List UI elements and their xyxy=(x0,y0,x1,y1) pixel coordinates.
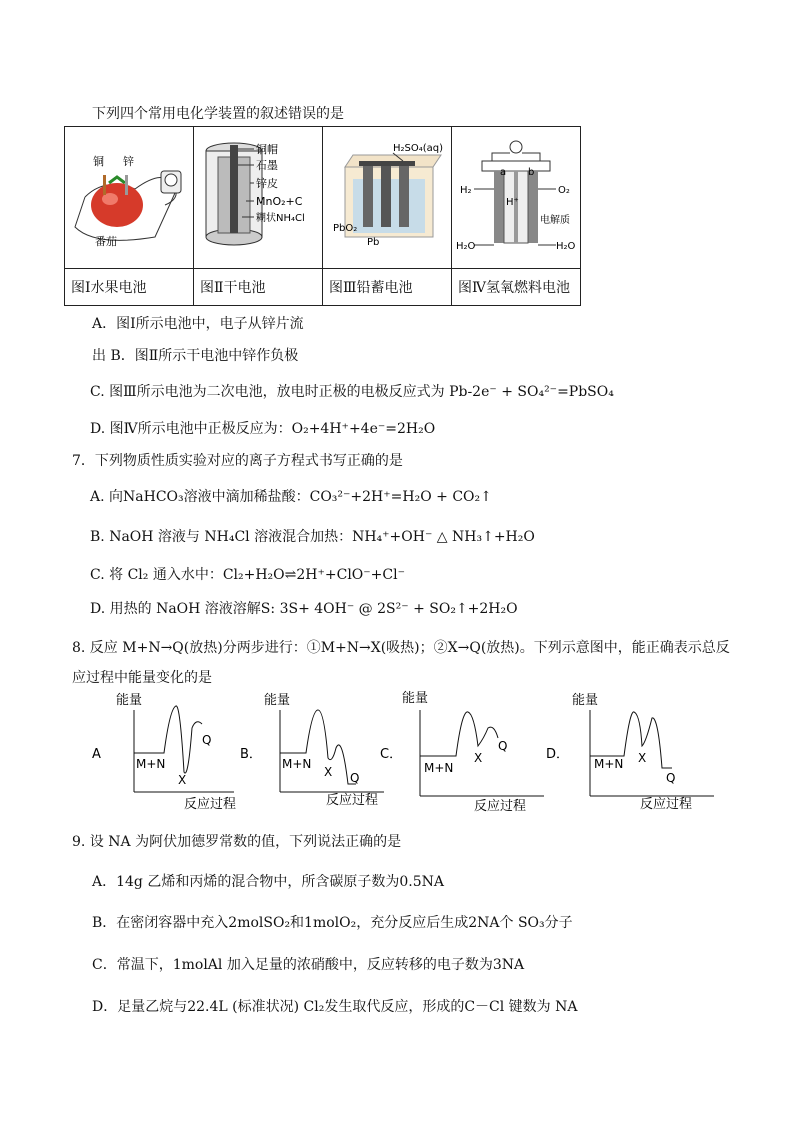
q9-option-b: B．在密闭容器中充入2molSO₂和1molO₂，充分反应后生成2NA个 SO₃分子 xyxy=(92,915,573,931)
fig4-electrolyte: 电解质 xyxy=(540,215,570,226)
q7-option-d: D. 用热的 NaOH 溶液溶解S: 3S+ 4OH⁻ @ 2S²⁻ + SO₂↑+2H₂O xyxy=(90,601,518,617)
choice-c-label: C． xyxy=(380,747,403,762)
graph-c-mn: M+N xyxy=(424,761,454,775)
graph-c-x: X xyxy=(474,751,483,765)
graph-a-ylabel: 能量 xyxy=(116,693,143,708)
fig2-zinc-shell: 锌皮 xyxy=(256,177,278,190)
fig1-cell xyxy=(65,127,194,269)
graph-a-q: Q xyxy=(202,733,212,747)
q9-option-c: C．常温下，1molAl 加入足量的浓硝酸中，反应转移的电子数为3NA xyxy=(92,957,525,973)
fig4-caption: 图Ⅳ氢氧燃料电池 xyxy=(452,269,581,306)
fig2-copper-cap: 铜帽 xyxy=(256,143,278,156)
fig4-o2: O₂ xyxy=(558,185,570,196)
choice-a-label: A xyxy=(92,747,101,762)
fig4-cell xyxy=(452,127,581,269)
fig2-cell xyxy=(194,127,323,269)
fig4-h2o-left: H₂O xyxy=(456,241,476,252)
fig4-a: a xyxy=(500,167,507,178)
fig4-hplus: H⁺ xyxy=(506,197,519,208)
graph-d-x: X xyxy=(638,751,647,765)
q8-stem-line1: 8. 反应 M+N→Q(放热)分两步进行：①M+N→X(吸热)；②X→Q(放热)。下列示意图中，能正确表示总反 xyxy=(72,640,730,656)
q9-option-d: D．足量乙烷与22.4L (标准状况) Cl₂发生取代反应，形成的C－Cl 键数为 NA xyxy=(92,999,578,1015)
q9-stem: 9. 设 NA 为阿伏加德罗常数的值，下列说法正确的是 xyxy=(72,834,402,850)
q7-stem: 7．下列物质性质实验对应的离子方程式书写正确的是 xyxy=(72,453,403,469)
q7-option-a: A. 向NaHCO₃溶液中滴加稀盐酸：CO₃²⁻+2H⁺=H₂O + CO₂↑ xyxy=(90,489,492,505)
fig3-pb: Pb xyxy=(367,237,380,248)
graph-a xyxy=(92,692,236,812)
q8-stem-line2: 应过程中能量变化的是 xyxy=(72,670,212,686)
q6-option-b: 出 B．图Ⅱ所示干电池中锌作负极 xyxy=(92,348,299,364)
graph-c xyxy=(380,690,544,814)
graph-b-x: X xyxy=(324,765,333,779)
fig3-cell xyxy=(323,127,452,269)
fig3-caption: 图Ⅲ铅蓄电池 xyxy=(323,269,452,306)
q6-option-c: C. 图Ⅲ所示电池为二次电池，放电时正极的电极反应式为 Pb-2e⁻ + SO₄²⁻=PbSO₄ xyxy=(90,384,614,400)
q7-option-b: B. NaOH 溶液与 NH₄Cl 溶液混合加热：NH₄⁺+OH⁻ △ NH₃↑+H₂O xyxy=(90,529,535,545)
energy-diagrams xyxy=(84,688,724,814)
fruit-battery-figure xyxy=(65,127,193,264)
fig2-caption: 图Ⅱ干电池 xyxy=(194,269,323,306)
lead-acid-figure xyxy=(323,127,451,264)
graph-b xyxy=(240,692,384,808)
fig1-zinc: 锌 xyxy=(123,155,134,168)
fig4-h2o-right: H₂O xyxy=(556,241,576,252)
graph-c-xlabel: 反应过程 xyxy=(474,799,527,814)
choice-b-label: B． xyxy=(240,747,262,762)
graph-b-ylabel: 能量 xyxy=(264,693,291,708)
graph-a-mn: M+N xyxy=(136,757,166,771)
fig1-caption: 图Ⅰ水果电池 xyxy=(65,269,194,306)
graph-a-x: X xyxy=(178,773,187,787)
q9-option-a: A．14g 乙烯和丙烯的混合物中，所含碳原子数为0.5NA xyxy=(92,874,444,890)
graph-d-ylabel: 能量 xyxy=(572,693,599,708)
fig2-graphite: 石墨 xyxy=(256,159,278,172)
fig4-b: b xyxy=(528,167,535,178)
graph-c-ylabel: 能量 xyxy=(402,691,429,706)
graph-d-q: Q xyxy=(666,771,676,785)
fig1-tomato: 番茄 xyxy=(95,235,117,248)
graph-d xyxy=(546,692,714,812)
graph-c-q: Q xyxy=(498,739,508,753)
fig2-mno2: MnO₂+C xyxy=(256,195,303,208)
graph-b-q: Q xyxy=(350,771,360,785)
fuel-cell-figure xyxy=(452,127,580,264)
q6-option-d: D. 图Ⅳ所示电池中正极反应为：O₂+4H⁺+4e⁻=2H₂O xyxy=(90,421,436,437)
device-table xyxy=(64,126,581,306)
graph-d-mn: M+N xyxy=(594,757,624,771)
graph-d-xlabel: 反应过程 xyxy=(640,797,693,812)
fig3-acid: H₂SO₄(aq) xyxy=(393,143,444,154)
q7-option-c: C. 将 Cl₂ 通入水中：Cl₂+H₂O⇌2H⁺+ClO⁻+Cl⁻ xyxy=(90,567,405,583)
fig3-pbo2: PbO₂ xyxy=(333,223,358,234)
fig2-paste: 糊状NH₄Cl xyxy=(256,213,305,224)
fig1-copper: 铜 xyxy=(93,155,104,168)
graph-b-mn: M+N xyxy=(282,757,312,771)
q6-option-a: A．图Ⅰ所示电池中，电子从锌片流 xyxy=(92,316,304,332)
dry-cell-figure xyxy=(194,127,322,264)
fig4-h2: H₂ xyxy=(460,185,472,196)
graph-b-xlabel: 反应过程 xyxy=(326,793,379,808)
q6-stem: 下列四个常用电化学装置的叙述错误的是 xyxy=(92,106,344,122)
graph-a-xlabel: 反应过程 xyxy=(184,797,237,812)
choice-d-label: D． xyxy=(546,747,570,762)
